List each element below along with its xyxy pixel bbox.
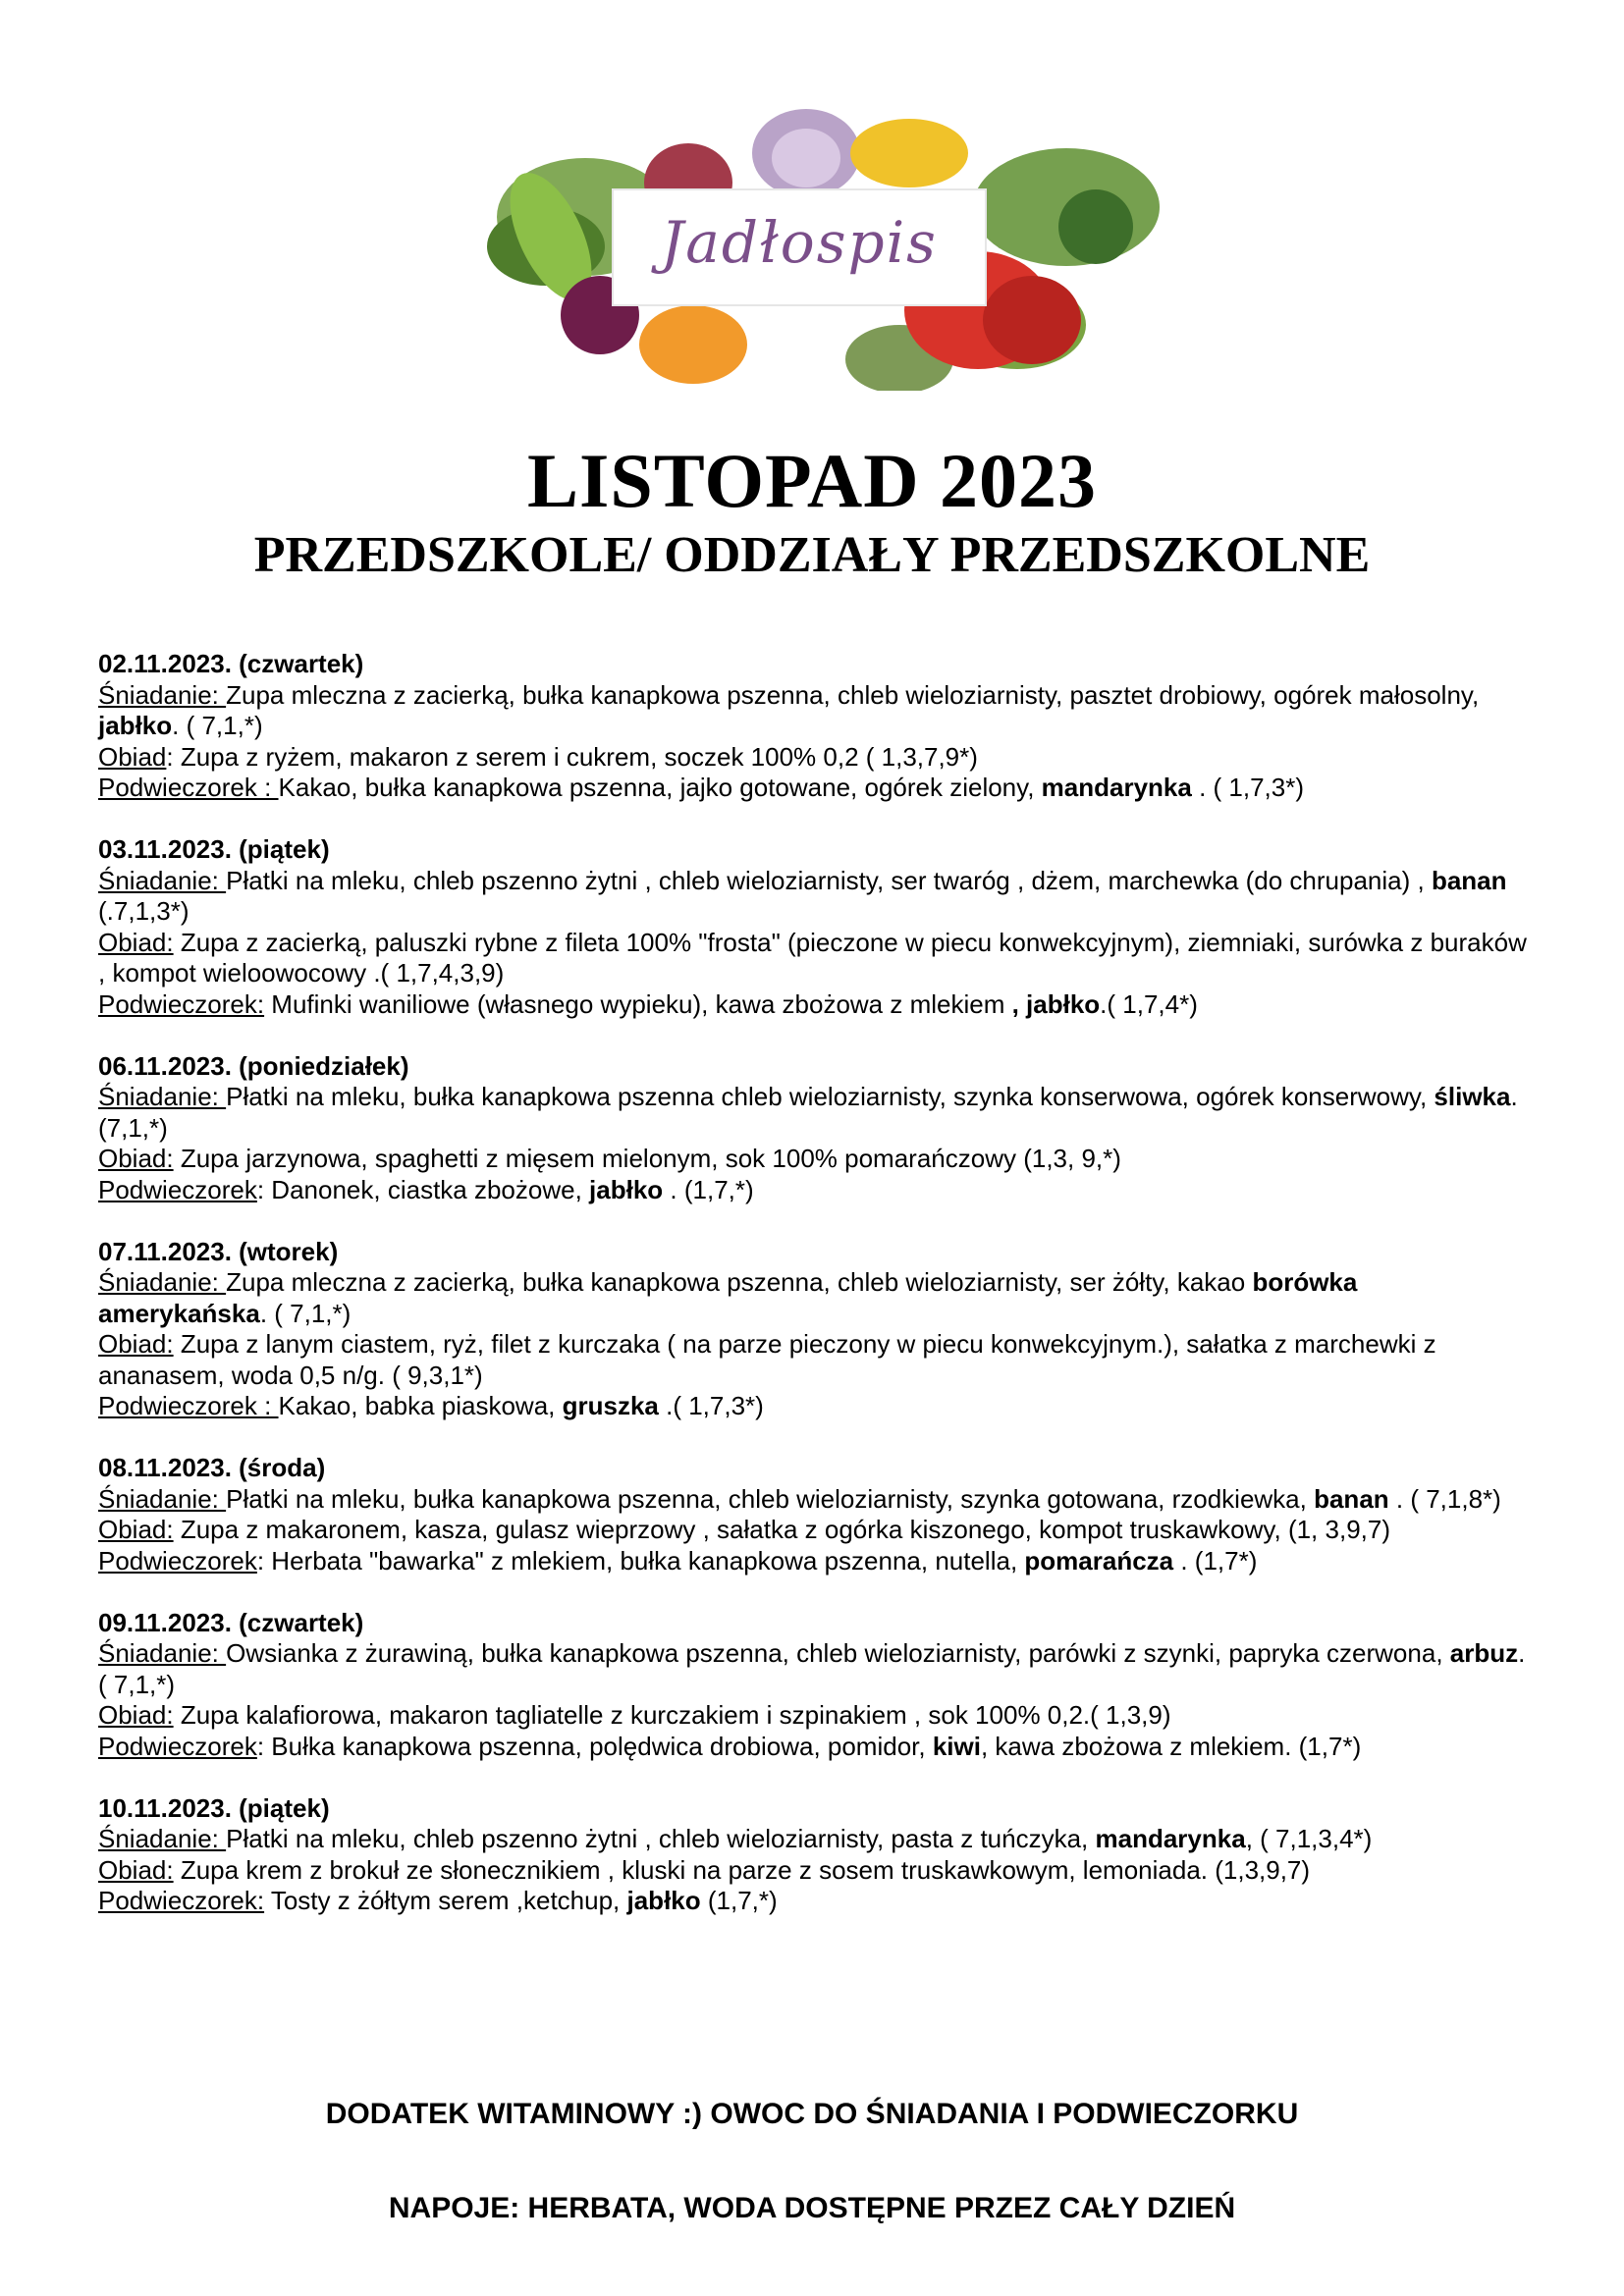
meal-label: Śniadanie: (98, 1082, 227, 1111)
meal-text: Kakao, bułka kanapkowa pszenna, jajko gotowane, ogórek zielony, (278, 773, 1042, 802)
meal-label: Śniadanie: (98, 1483, 227, 1514)
meal-label: Śniadanie: (98, 865, 227, 895)
meal-label: Śniadanie: (98, 1638, 227, 1668)
meal-text: Zupa z makaronem, kasza, gulasz wieprzowy , sałatka z ogórka kiszonego, kompot truskawkowy, (1, 3,9,7) (173, 1515, 1390, 1544)
meal-fruit: jabłko (589, 1174, 664, 1204)
meal-line (98, 773, 1532, 804)
day-block (98, 1793, 1532, 1917)
meal-fruit: mandarynka (1041, 773, 1192, 802)
meal-allergens: . ( 7,1,*) (98, 1638, 1526, 1699)
meal-text: Zupa krem z brokuł ze słonecznikiem , kluski na parze z sosem truskawkowym, lemoniada. (1,3,9,7) (173, 1854, 1311, 1885)
meal-text: : Danonek, ciastka zbożowe, (256, 1174, 590, 1204)
meal-text: Tosty z żółtym serem ,ketchup, (264, 1886, 627, 1915)
meal-text: Kakao, babka piaskowa, (278, 1391, 563, 1420)
day-date: 07.11.2023. (wtorek) (98, 1236, 339, 1266)
day-date: 10.11.2023. (piątek) (98, 1792, 330, 1823)
meal-fruit: mandarynka (1095, 1824, 1246, 1853)
day-date: 02.11.2023. (czwartek) (98, 649, 364, 678)
meal-line (98, 1267, 1532, 1329)
meal-label: Podwieczorek : (98, 773, 279, 802)
meal-text: Płatki na mleku, chleb pszenno żytni , chleb wieloziarnisty, ser twaróg , dżem, marchewka (do chrupania) , (226, 865, 1432, 895)
day-block (98, 649, 1532, 804)
meal-label: Podwieczorek: (98, 1886, 265, 1915)
day-date: 06.11.2023. (poniedziałek) (98, 1050, 409, 1081)
meal-label: Obiad (98, 741, 167, 772)
meal-line (98, 1391, 1532, 1422)
meal-label: Obiad: (98, 1700, 174, 1730)
meal-line (98, 1886, 1532, 1917)
meal-text: Zupa kalafiorowa, makaron tagliatelle z kurczakiem i szpinakiem , sok 100% 0,2.( 1,3,9) (173, 1700, 1171, 1730)
vitamin-note: DODATEK WITAMINOWY :) OWOC DO ŚNIADANIA I PODWIECZORKU (325, 2098, 1299, 2130)
meal-line (98, 1515, 1532, 1546)
meal-label: Śniadanie: (98, 1267, 227, 1297)
meal-label: Obiad: (98, 1854, 174, 1885)
meal-line (98, 680, 1532, 742)
meal-allergens: . ( 7,1,*) (172, 711, 263, 740)
day-date: 08.11.2023. (środa) (98, 1453, 326, 1482)
meal-text: Płatki na mleku, bułka kanapkowa pszenna, chleb wieloziarnisty, szynka gotowana, rzodkiewka, (226, 1483, 1315, 1514)
meal-line (98, 866, 1532, 928)
meal-line (98, 1700, 1532, 1732)
meal-line (98, 928, 1532, 989)
meal-allergens: (1,7,*) (700, 1886, 778, 1915)
meal-allergens: . (1,7*) (1173, 1545, 1258, 1575)
meal-text: Zupa z zacierką, paluszki rybne z fileta 100% "frosta" (pieczone w piecu konwekcyjnym), ziemniaki, surówka z buraków , kompot wieloowocowy .( 1,7,4,3,9) (98, 927, 1527, 988)
meal-line (98, 1824, 1532, 1855)
meal-label: Obiad: (98, 1515, 174, 1544)
day-date: 09.11.2023. (czwartek) (98, 1607, 364, 1637)
meal-fruit: śliwka (1434, 1082, 1511, 1111)
meal-label: Podwieczorek: (98, 988, 265, 1019)
meal-text: : Bułka kanapkowa pszenna, polędwica drobiowa, pomidor, (256, 1731, 933, 1761)
meal-allergens: . ( 7,1,8*) (1388, 1483, 1501, 1514)
meal-line (98, 1484, 1532, 1516)
meal-label: Śniadanie: (98, 679, 227, 710)
meal-line (98, 989, 1532, 1021)
meal-text: Zupa z lanym ciastem, ryż, filet z kurczaka ( na parze pieczony w piecu konwekcyjnym.), sałatka z marchewki z ananasem, woda 0,5 n/g. ( 9,3,1*) (98, 1329, 1436, 1390)
meal-text: Płatki na mleku, chleb pszenno żytni , chleb wieloziarnisty, pasta z tuńczyka, (226, 1824, 1096, 1853)
meal-text: Zupa jarzynowa, spaghetti z mięsem mielonym, sok 100% pomarańczowy (1,3, 9,*) (173, 1144, 1121, 1173)
meal-text: Zupa mleczna z zacierką, bułka kanapkowa pszenna, chleb wieloziarnisty, pasztet drobiowy, ogórek małosolny, (226, 679, 1480, 710)
logo-text: Jadłospis (661, 209, 938, 276)
meal-allergens: (.7,1,3*) (98, 896, 189, 926)
meal-line (98, 1546, 1532, 1577)
meal-text: : Zupa z ryżem, makaron z serem i cukrem, soczek 100% 0,2 ( 1,3,7,9*) (166, 741, 978, 772)
meal-allergens: , ( 7,1,3,4*) (1245, 1824, 1373, 1853)
meal-allergens: . ( 1,7,3*) (1191, 773, 1305, 802)
page-subtitle: PRZEDSZKOLE/ ODDZIAŁY PRZEDSZKOLNE (253, 527, 1371, 583)
meal-label: Podwieczorek : (98, 1391, 279, 1420)
meal-label: Obiad: (98, 1329, 174, 1359)
meal-text: Mufinki waniliowe (własnego wypieku), kawa zbożowa z mlekiem (264, 988, 1012, 1019)
jadlospis-logo (467, 99, 1172, 391)
meal-allergens: . (7,1,*) (98, 1082, 1518, 1143)
meal-allergens: .( 1,7,4*) (1100, 988, 1198, 1019)
meal-fruit: borówka amerykańska (98, 1267, 1358, 1328)
meal-text: : Herbata "bawarka" z mlekiem, bułka kanapkowa pszenna, nutella, (256, 1545, 1025, 1575)
meal-allergens: .( 1,7,3*) (658, 1391, 764, 1420)
meal-line (98, 1082, 1532, 1144)
day-date: 03.11.2023. (piątek) (98, 834, 330, 864)
day-block (98, 1237, 1532, 1422)
meal-allergens: , kawa zbożowa z mlekiem. (1,7*) (980, 1731, 1362, 1761)
menu-list (98, 649, 1532, 1948)
meal-fruit: kiwi (932, 1731, 981, 1761)
meal-fruit: , jabłko (1011, 988, 1101, 1019)
meal-line (98, 1175, 1532, 1206)
meal-text: Zupa mleczna z zacierką, bułka kanapkowa pszenna, chleb wieloziarnisty, ser żółty, kakao (226, 1267, 1253, 1297)
day-block (98, 1051, 1532, 1206)
meal-label: Obiad: (98, 927, 174, 957)
meal-label: Podwieczorek (98, 1731, 257, 1761)
day-block (98, 1453, 1532, 1576)
meal-line (98, 1732, 1532, 1763)
meal-fruit: jabłko (98, 711, 173, 740)
meal-label: Śniadanie: (98, 1824, 227, 1853)
meal-line (98, 742, 1532, 774)
meal-allergens: . ( 7,1,*) (259, 1298, 352, 1328)
meal-fruit: gruszka (562, 1391, 659, 1420)
day-block (98, 1608, 1532, 1763)
meal-line (98, 1329, 1532, 1391)
meal-line (98, 1144, 1532, 1175)
drinks-note: NAPOJE: HERBATA, WODA DOSTĘPNE PRZEZ CAŁY DZIEŃ (388, 2192, 1236, 2224)
meal-fruit: banan (1431, 865, 1507, 895)
meal-fruit: jabłko (626, 1886, 701, 1915)
meal-fruit: arbuz (1449, 1638, 1519, 1668)
page-title: LISTOPAD 2023 (526, 438, 1098, 523)
meal-allergens: . (1,7,*) (663, 1174, 754, 1204)
meal-label: Podwieczorek (98, 1545, 257, 1575)
meal-line (98, 1638, 1532, 1700)
day-block (98, 834, 1532, 1020)
meal-text: Owsianka z żurawiną, bułka kanapkowa pszenna, chleb wieloziarnisty, parówki z szynki, papryka czerwona, (226, 1638, 1450, 1668)
meal-fruit: banan (1314, 1483, 1389, 1514)
meal-label: Obiad: (98, 1144, 174, 1173)
meal-label: Podwieczorek (98, 1174, 257, 1204)
meal-line (98, 1855, 1532, 1887)
meal-text: Płatki na mleku, bułka kanapkowa pszenna chleb wieloziarnisty, szynka konserwowa, ogórek konserwowy, (226, 1082, 1435, 1111)
meal-fruit: pomarańcza (1024, 1545, 1174, 1575)
